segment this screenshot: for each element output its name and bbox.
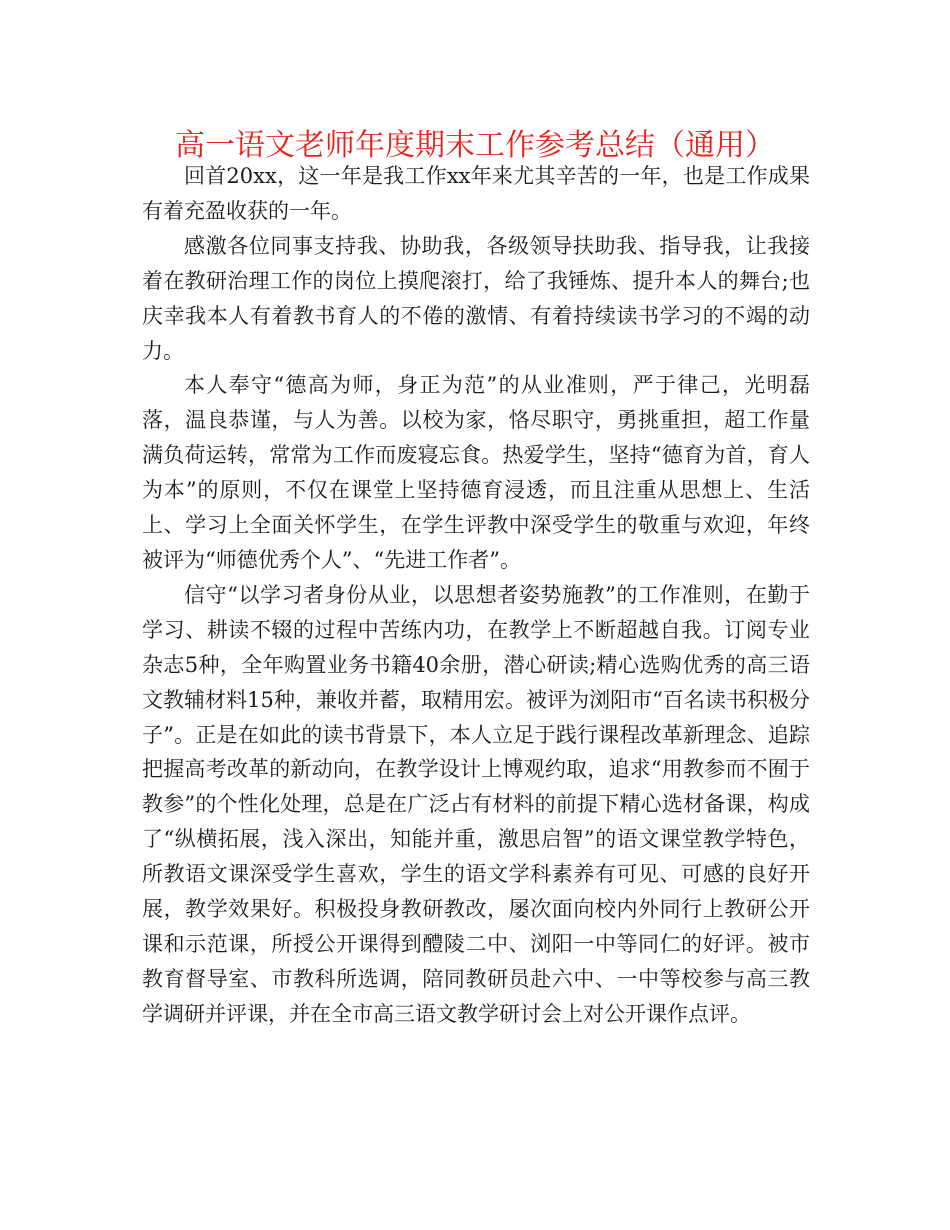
paragraph: 感激各位同事支持我、协助我，各级领导扶助我、指导我，让我接着在教研治理工作的岗位上摸爬滚打，给了我锤炼、提升本人的舞台;也庆幸我本人有着教书育人的不倦的激情、有着持续读书学习的不竭的动力。 (142, 233, 810, 363)
document-title: 高一语文老师年度期末工作参考总结（通用） (175, 128, 775, 163)
paragraph: 回首20xx，这一年是我工作xx年来尤其辛苦的一年，也是工作成果有着充盈收获的一年。 (142, 164, 810, 223)
document-body (142, 159, 810, 1032)
paragraph: 本人奉守“德高为师，身正为范”的从业准则，严于律己，光明磊落，温良恭谨，与人为善。以校为家，恪尽职守，勇挑重担，超工作量满负荷运转，常常为工作而废寝忘食。热爱学生，坚持“德育为首，育人为本”的原则，不仅在课堂上坚持德育浸透，而且注重从思想上、生活上、学习上全面关怀学生，在学生评教中深受学生的敬重与欢迎，年终被评为“师德优秀个人”、“先进工作者”。 (142, 373, 810, 572)
paragraph: 信守“以学习者身份从业，以思想者姿势施教”的工作准则，在勤于学习、耕读不辍的过程中苦练内功，在教学上不断超越自我。订阅专业杂志5种，全年购置业务书籍40余册，潜心研读;精心选购优秀的高三语文教辅材料15种，兼收并蓄，取精用宏。被评为浏阳市“百名读书积极分子”。正是在如此的读书背景下，本人立足于践行课程改革新理念、追踪把握高考改革的新动向，在教学设计上博观约取，追求“用教参而不囿于教参”的个性化处理，总是在广泛占有材料的前提下精心选材备课，构成了“纵横拓展，浅入深出，知能并重，激思启智”的语文课堂教学特色，所教语文课深受学生喜欢，学生的语文学科素养有可见、可感的良好开展，教学效果好。积极投身教研教改，屡次面向校内外同行上教研公开课和示范课，所授公开课得到醴陵二中、浏阳一中等同仁的好评。被市教育督导室、市教科所选调，陪同教研员赴六中、一中等校参与高三教学调研并评课，并在全市高三语文教学研讨会上对公开课作点评。 (142, 582, 810, 1026)
